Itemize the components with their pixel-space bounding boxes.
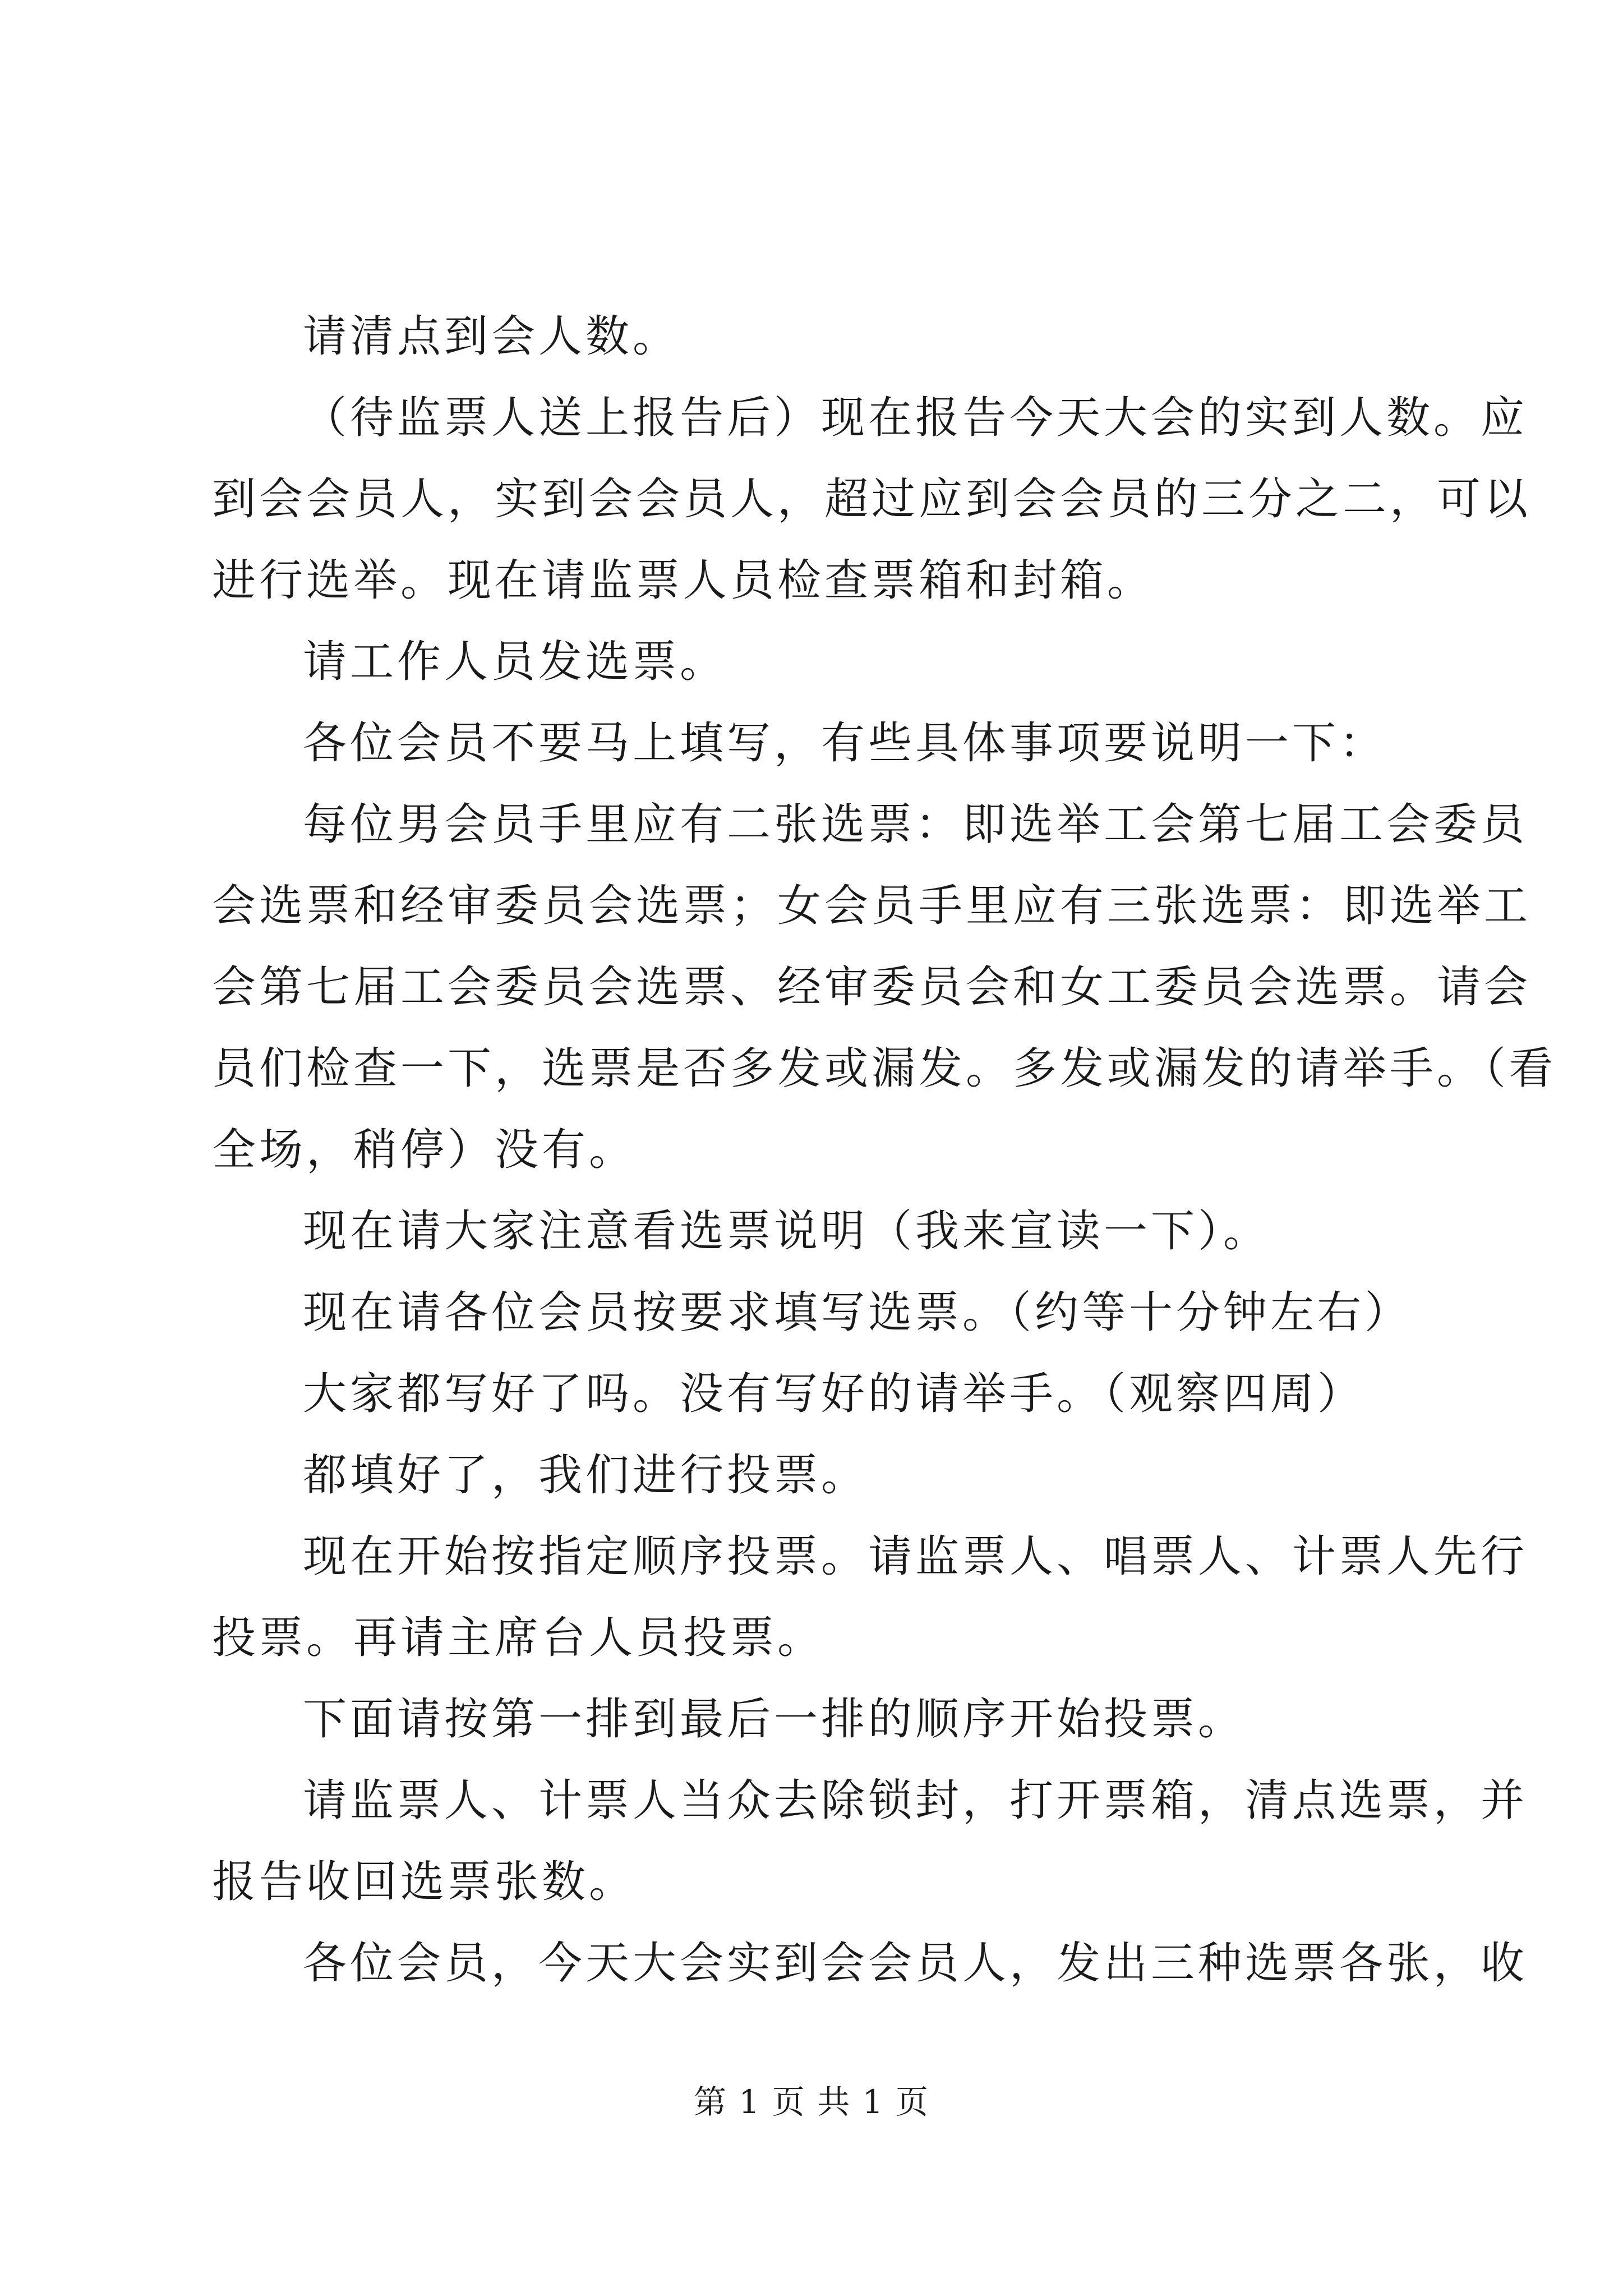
text-line: 请清点到会人数。 bbox=[303, 311, 680, 362]
text-line: 会选票和经审委员会选票；女会员手里应有三张选票：即选举工 bbox=[212, 881, 1532, 931]
text-line: 员们检查一下，选票是否多发或漏发。多发或漏发的请举手。（看 bbox=[212, 1043, 1557, 1094]
text-line: 到会会员人，实到会会员人，超过应到会会员的三分之二，可以 bbox=[212, 474, 1532, 524]
text-line: 进行选举。现在请监票人员检查票箱和封箱。 bbox=[212, 555, 1155, 606]
text-line: 现在请大家注意看选票说明（我来宣读一下）。 bbox=[303, 1206, 1271, 1257]
text-line: 各位会员不要马上填写，有些具体事项要说明一下： bbox=[303, 718, 1387, 769]
text-line: 现在开始按指定顺序投票。请监票人、唱票人、计票人先行 bbox=[303, 1531, 1528, 1582]
text-line: 下面请按第一排到最后一排的顺序开始投票。 bbox=[303, 1694, 1246, 1745]
text-line: 每位男会员手里应有二张选票：即选举工会第七届工会委员 bbox=[303, 799, 1528, 850]
text-line: 全场，稍停）没有。 bbox=[212, 1125, 637, 1175]
text-line: 请监票人、计票人当众去除锁封，打开票箱，清点选票，并 bbox=[303, 1775, 1528, 1826]
text-line: 请工作人员发选票。 bbox=[303, 637, 727, 687]
text-line: 报告收回选票张数。 bbox=[212, 1857, 637, 1907]
text-line: 各位会员，今天大会实到会会员人，发出三种选票各张，收 bbox=[303, 1938, 1528, 1989]
text-line: 现在请各位会员按要求填写选票。（约等十分钟左右） bbox=[303, 1287, 1412, 1338]
text-line: （待监票人送上报告后）现在报告今天大会的实到人数。应 bbox=[303, 393, 1528, 443]
text-line: 都填好了，我们进行投票。 bbox=[303, 1450, 869, 1501]
page-number-footer: 第 1 页 共 1 页 bbox=[694, 2083, 929, 2121]
text-line: 会第七届工会委员会选票、经审委员会和女工委员会选票。请会 bbox=[212, 962, 1532, 1013]
text-line: 投票。再请主席台人员投票。 bbox=[212, 1613, 825, 1663]
text-line: 大家都写好了吗。没有写好的请举手。（观察四周） bbox=[303, 1369, 1365, 1419]
